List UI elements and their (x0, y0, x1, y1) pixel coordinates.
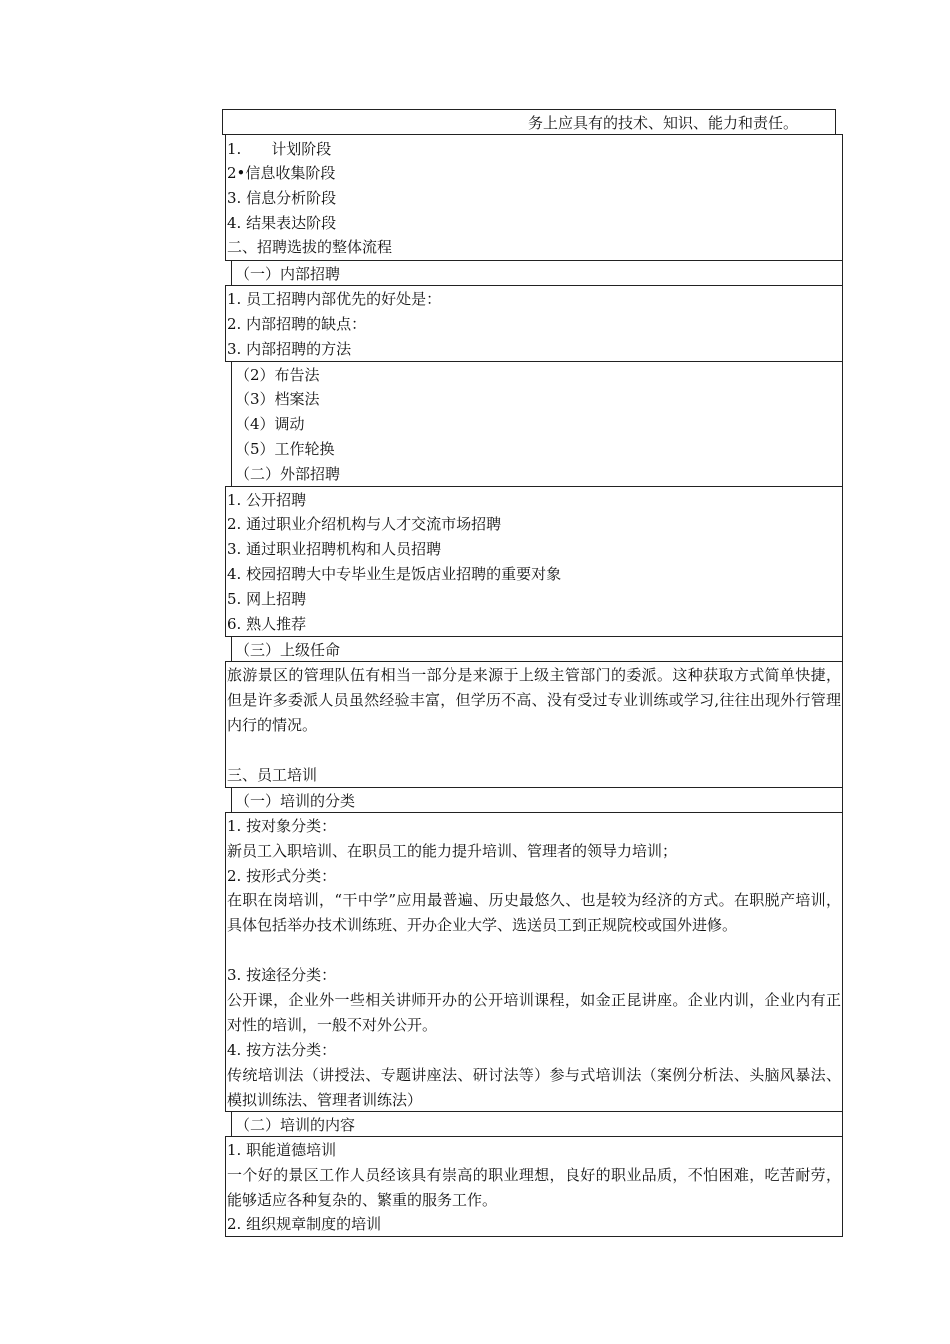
internal-title: （一）内部招聘 (235, 265, 341, 283)
training-content-title: （二）培训的内容 (235, 1116, 356, 1134)
top-right-text: 务上应具有的技术、知识、能力和责任。 (528, 114, 799, 132)
external-item: 4. 校园招聘大中专毕业生是饭店业招聘的重要对象 (227, 565, 562, 583)
by-form-text: 在职在岗培训，“干中学”应用最普遍、历史最悠久、也是较为经济的方式。在职脱产培训，具体包括举办技术训练班、开办企业大学、选送员工到正规院校或国外进修。 (227, 891, 841, 934)
internal-method: （2）布告法 (235, 366, 320, 384)
external-item: 5. 网上招聘 (227, 590, 307, 608)
internal-method: （3）档案法 (235, 390, 320, 408)
plan-step: 3. 信息分析阶段 (227, 189, 337, 207)
external-title: （二）外部招聘 (235, 465, 341, 483)
by-method-label: 4. 按方法分类： (227, 1041, 337, 1059)
internal-item: 2. 内部招聘的缺点： (227, 315, 367, 333)
plan-step: 2•信息收集阶段 (227, 164, 336, 182)
external-item: 6. 熟人推荐 (227, 615, 307, 633)
ethics-label: 1. 职能道德培训 (227, 1141, 337, 1159)
external-item: 1. 公开招聘 (227, 491, 307, 509)
internal-item: 1. 员工招聘内部优先的好处是： (227, 290, 442, 308)
internal-item: 3. 内部招聘的方法 (227, 340, 352, 358)
plan-step: 4. 结果表达阶段 (227, 214, 337, 232)
by-method-text: 传统培训法（讲授法、专题讲座法、研讨法等）参与式培训法（案例分析法、头脑风暴法、模拟训练法、管理者训练法） (227, 1066, 841, 1109)
superior-paragraph: 旅游景区的管理队伍有相当一部分是来源于上级主管部门的委派。这种获取方式简单快捷，但是许多委派人员虽然经验丰富，但学历不高、没有受过专业训练或学习,往往出现外行管理内行的情况。 (227, 666, 841, 734)
by-channel-label: 3. 按途径分类： (227, 966, 337, 984)
by-channel-text: 公开课，企业外一些相关讲师开办的公开培训课程，如金正昆讲座。企业内训，企业内有正对性的培训，一般不对外公开。 (227, 991, 841, 1034)
training-types-title: （一）培训的分类 (235, 792, 356, 810)
external-item: 3. 通过职业招聘机构和人员招聘 (227, 540, 442, 558)
by-object-label: 1. 按对象分类： (227, 817, 337, 835)
ethics-text: 一个好的景区工作人员经该具有崇高的职业理想，良好的职业品质，不怕困难，吃苦耐劳，能够适应各种复杂的、繁重的服务工作。 (227, 1166, 841, 1209)
by-form-label: 2. 按形式分类： (227, 867, 337, 885)
by-object-text: 新员工入职培训、在职员工的能力提升培训、管理者的领导力培训； (227, 842, 678, 860)
external-item: 2. 通过职业介绍机构与人才交流市场招聘 (227, 515, 502, 533)
internal-method: （5）工作轮换 (235, 440, 335, 458)
superior-title: （三）上级任命 (235, 641, 341, 659)
section2-title: 二、招聘选拔的整体流程 (227, 238, 393, 256)
internal-method: （4）调动 (235, 415, 305, 433)
plan-step: 1. 计划阶段 (227, 140, 332, 158)
section3-title: 三、员工培训 (227, 766, 318, 784)
rules-label: 2. 组织规章制度的培训 (227, 1215, 382, 1233)
